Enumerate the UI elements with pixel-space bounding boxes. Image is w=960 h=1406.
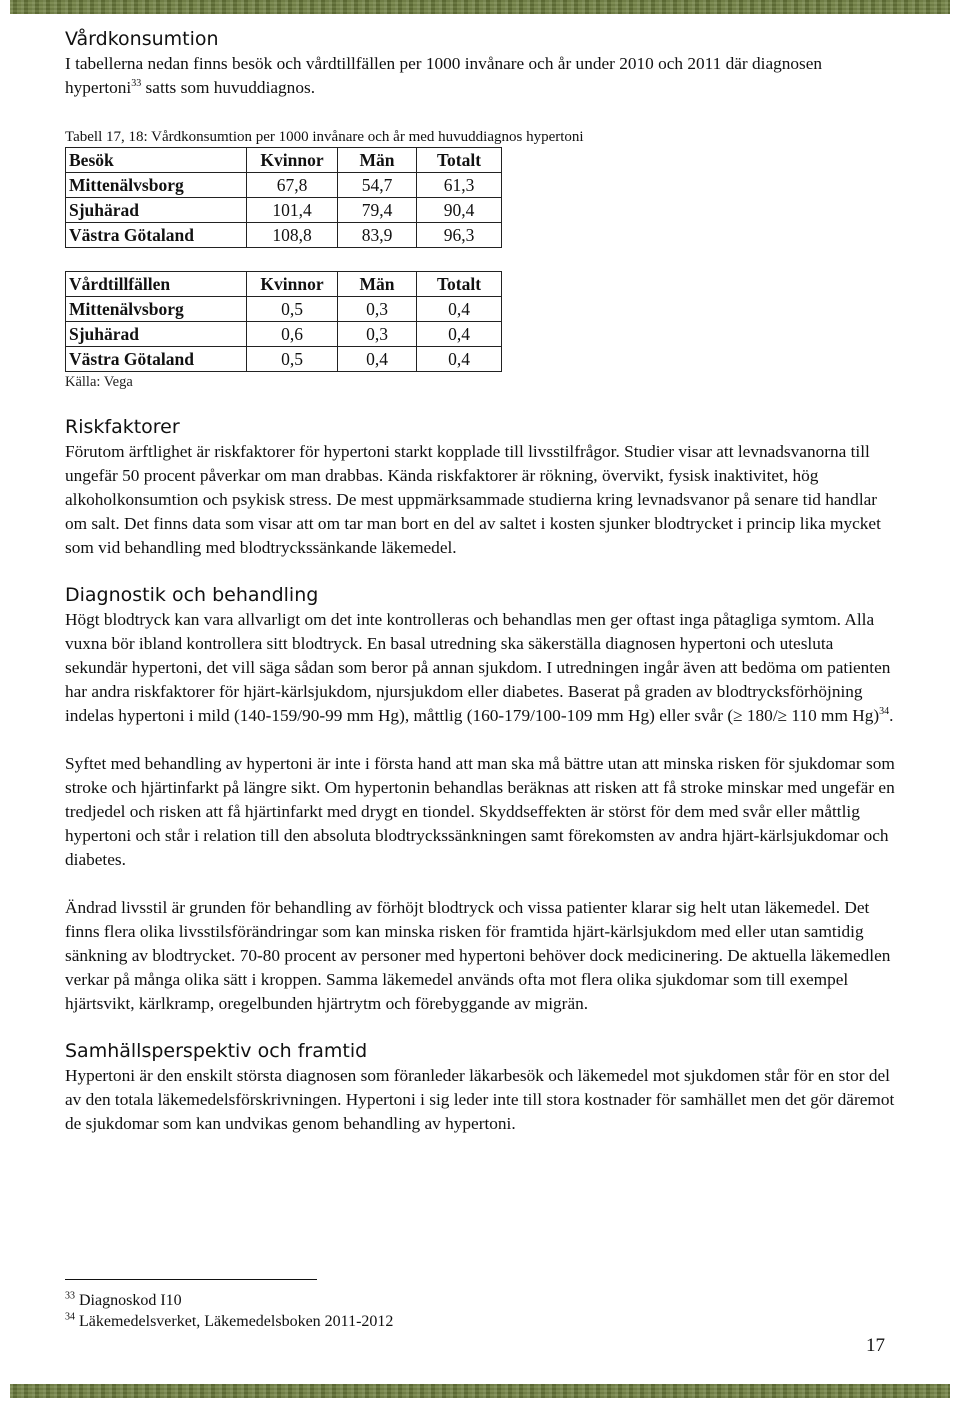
page-content (65, 26, 895, 1136)
heading-diagnostik: Diagnostik och behandling (65, 584, 319, 606)
footnote-ref-34[interactable]: 34 (879, 706, 890, 718)
row-label: Västra Götaland (66, 347, 247, 372)
diagnostik-text-end: . (889, 706, 894, 725)
row-label: Mittenälvsborg (66, 297, 247, 322)
row-label: Sjuhärad (66, 198, 247, 223)
heading-riskfaktorer: Riskfaktorer (65, 416, 180, 438)
table-cell: 96,3 (417, 223, 502, 248)
table-source: Källa: Vega (65, 374, 133, 390)
footnote-number: 33 (65, 1290, 75, 1302)
row-label: Mittenälvsborg (66, 173, 247, 198)
table-cell: 0,3 (338, 322, 417, 347)
footnote-ref-33[interactable]: 33 (131, 78, 142, 90)
intro-text-end: satts som huvuddiagnos. (141, 78, 316, 97)
table-cell: 61,3 (417, 173, 502, 198)
footnote-34 (65, 1311, 393, 1332)
diagnostik-text: Högt blodtryck kan vara allvarligt om det inte kontrolleras och behandlas men ger oftast inga påtagliga symtom. Alla vuxna bör ibland kontrollera sitt blodtryck. En basal utredning ska säkerställa diagnosen hypertoni och utesluta sekundär hypertoni, det vill säga sådan som beror på annan sjukdom. I utredningen ingår även att bedöma om patienten har andra riskfaktorer för hjärt-kärlsjukdom, njursjukdom eller diabetes. Baserat på graden av blodtrycksförhöjning indelas hypertoni i mild (140-159/90-99 mm Hg), måttlig (160-179/100-109 mm Hg) eller svår (≥ 180/≥ 110 mm Hg) (65, 610, 891, 725)
table-header-row (66, 272, 502, 297)
header-cell: Kvinnor (247, 148, 338, 173)
table-row (66, 223, 502, 248)
table-caption: Tabell 17, 18: Vårdkonsumtion per 1000 invånare och år med huvuddiagnos hypertoni (65, 129, 584, 145)
heading-vardkonsumtion: Vårdkonsumtion (65, 28, 219, 50)
header-cell: Män (338, 272, 417, 297)
diagnostik-paragraph-2: Syftet med behandling av hypertoni är inte i första hand att man ska må bättre utan att minska risken för sjukdomar som stroke och hjärtinfarkt på längre sikt. Om hypertonin behandlas beräknas att risken att få stroke minskar med ungefär en tredjedel och risken att få hjärtinfarkt med drygt en tiondel. Skyddseffekten är störst för dem med svår eller måttlig hypertoni och står i relation till den absoluta blodtryckssänkningen samt förekomsten av andra hjärt-kärlsjukdomar och diabetes. (65, 754, 895, 869)
table-row (66, 198, 502, 223)
footnote-separator (65, 1279, 317, 1280)
table-header-row (66, 148, 502, 173)
diagnostik-paragraph-1 (65, 608, 895, 728)
table-cell: 108,8 (247, 223, 338, 248)
table-row (66, 173, 502, 198)
table-cell: 0,3 (338, 297, 417, 322)
page-number: 17 (866, 1335, 885, 1356)
top-decorative-band (10, 0, 950, 14)
table-cell: 0,4 (417, 297, 502, 322)
intro-paragraph (65, 52, 895, 100)
header-cell: Vårdtillfällen (66, 272, 247, 297)
table-cell: 0,5 (247, 297, 338, 322)
samhallsperspektiv-paragraph: Hypertoni är den enskilt största diagnosen som föranleder läkarbesök och läkemedel mot sjukdomen står för en stor del av den totala läkemedelsförskrivningen. Hypertoni i sig leder inte till stora kostnader för samhället men det gör däremot de sjukdomar som kan undvikas genom behandling av hypertoni. (65, 1066, 895, 1133)
row-label: Västra Götaland (66, 223, 247, 248)
table-cell: 0,5 (247, 347, 338, 372)
table-cell: 0,6 (247, 322, 338, 347)
table-row (66, 322, 502, 347)
diagnostik-paragraph-3: Ändrad livsstil är grunden för behandling av förhöjt blodtryck och vissa patienter klarar sig helt utan läkemedel. Det finns flera olika livsstilsförändringar som kan minska risken för framtida hjärt-kärlsjukdom med eller utan samtidig sänkning av blodtrycket. 70-80 procent av personer med hypertoni behöver dock medicinering. De aktuella läkemedlen verkar på många olika sätt i kroppen. Samma läkemedel används ofta mot flera olika sjukdomar som till exempel hjärtsvikt, kärlkramp, oregelbunden hjärtrytm och förebyggande av migrän. (65, 898, 891, 1013)
header-cell: Män (338, 148, 417, 173)
footnotes (65, 1290, 393, 1332)
bottom-decorative-band (10, 1384, 950, 1398)
table-cell: 79,4 (338, 198, 417, 223)
table-row (66, 297, 502, 322)
table-cell: 0,4 (417, 347, 502, 372)
table-vardtillfallen (65, 271, 502, 372)
table-cell: 90,4 (417, 198, 502, 223)
header-cell: Totalt (417, 148, 502, 173)
row-label: Sjuhärad (66, 322, 247, 347)
footnote-33 (65, 1290, 393, 1311)
footnote-text: Läkemedelsverket, Läkemedelsboken 2011-2012 (79, 1313, 394, 1330)
table-cell: 0,4 (338, 347, 417, 372)
table-row (66, 347, 502, 372)
intro-text: I tabellerna nedan finns besök och vårdtillfällen per 1000 invånare och år under 2010 och 2011 där diagnosen hypertoni (65, 54, 823, 97)
table-cell: 83,9 (338, 223, 417, 248)
header-cell: Besök (66, 148, 247, 173)
table-cell: 101,4 (247, 198, 338, 223)
header-cell: Kvinnor (247, 272, 338, 297)
header-cell: Totalt (417, 272, 502, 297)
table-cell: 67,8 (247, 173, 338, 198)
riskfaktorer-paragraph: Förutom ärftlighet är riskfaktorer för hypertoni starkt kopplade till livsstilfrågor. Studier visar att levnadsvanorna till ungefär 50 procent påverkar om man drabbas. Kända riskfaktorer är rökning, övervikt, fysisk inaktivitet, hög alkoholkonsumtion och psykisk stress. De mest uppmärksammade studierna kring levnadsvanor på senare tid handlar om salt. Det finns data som visar att om tar man bort en del av saltet i kosten sjunker blodtrycket i princip lika mycket som vid behandling med blodtryckssänkande läkemedel. (65, 442, 881, 557)
table-cell: 0,4 (417, 322, 502, 347)
table-cell: 54,7 (338, 173, 417, 198)
footnote-text: Diagnoskod I10 (79, 1292, 182, 1309)
table-besok (65, 147, 502, 248)
heading-samhallsperspektiv: Samhällsperspektiv och framtid (65, 1040, 368, 1062)
footnote-number: 34 (65, 1311, 75, 1323)
